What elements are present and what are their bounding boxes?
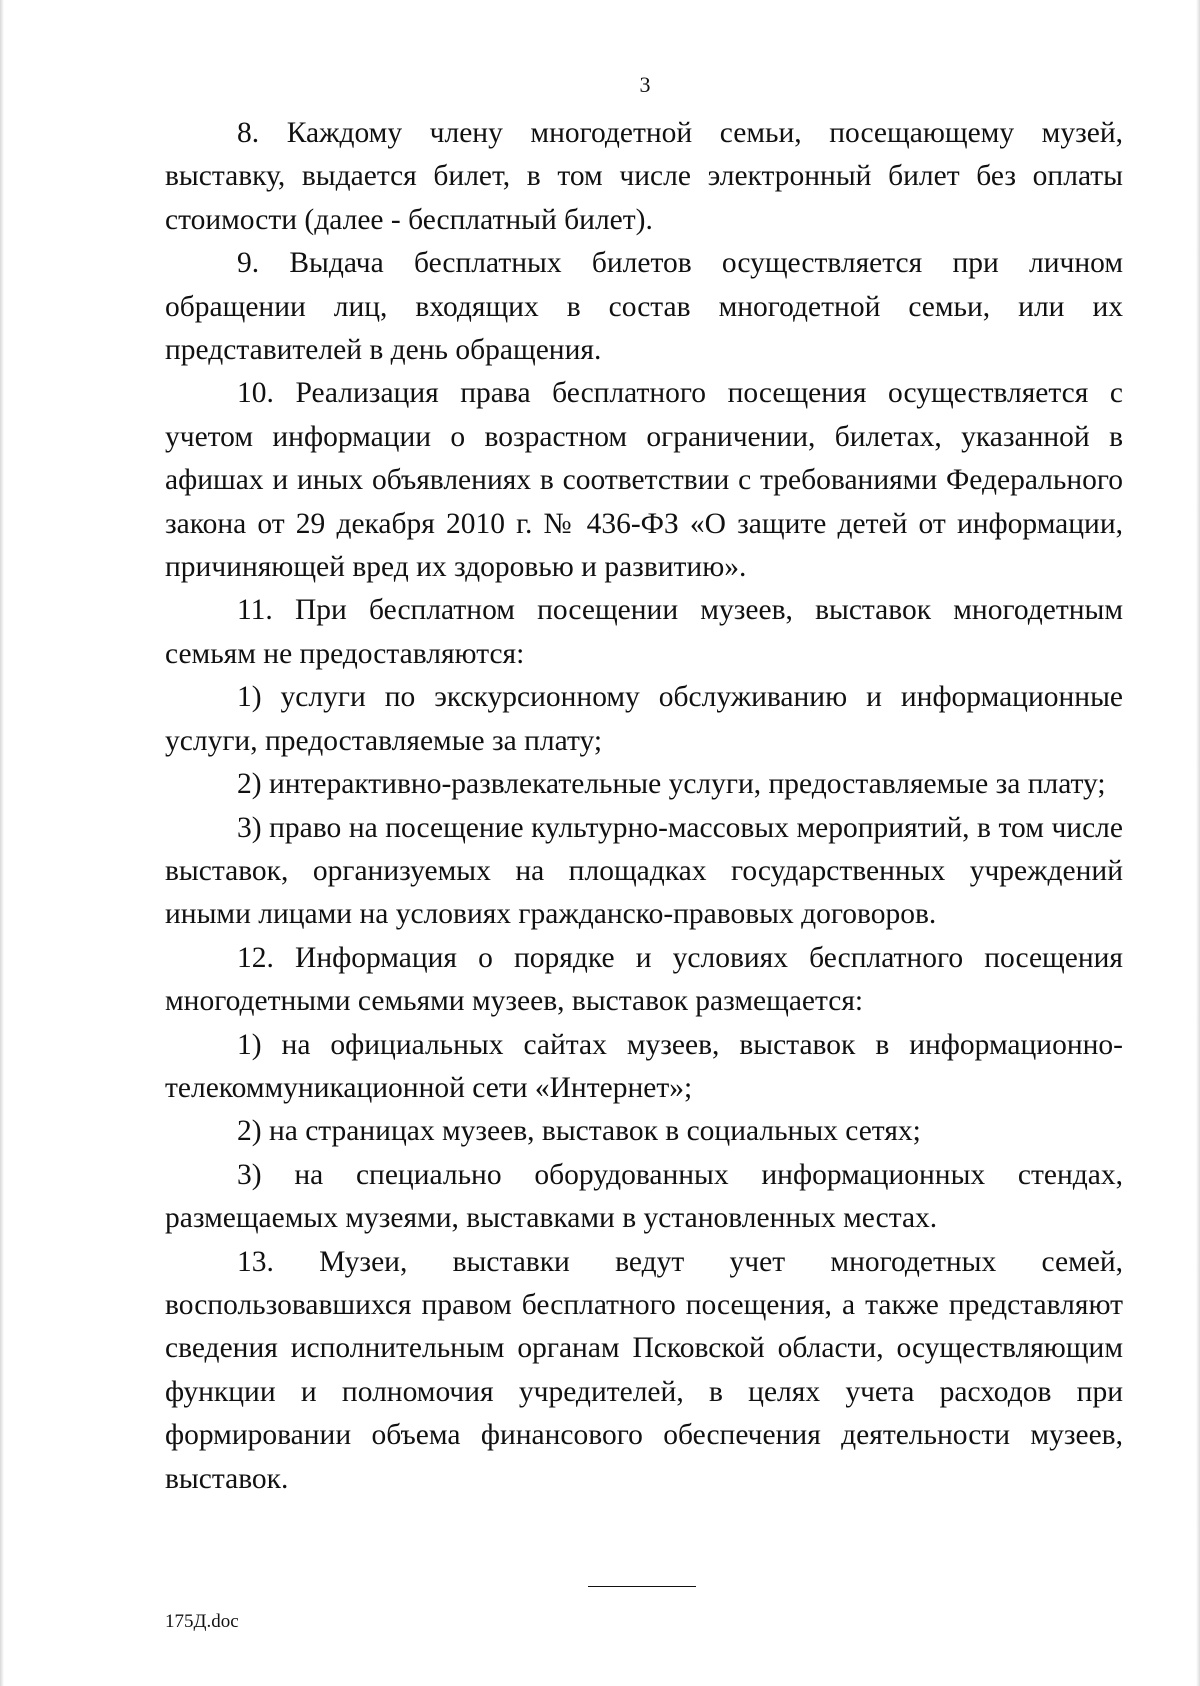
end-of-text-rule <box>588 1586 696 1587</box>
paragraph-12: 12. Информация о порядке и условиях бесплатного посещения многодетными семьями музеев, выставок размещается: <box>165 941 1123 1018</box>
paragraph-11: 11. При бесплатном посещении музеев, выставок многодетным семьям не предоставляются: <box>165 594 1123 670</box>
paragraph-12-item-2: 2) на страницах музеев, выставок в социальных сетях; <box>237 1115 921 1148</box>
paragraph-11-item-2: 2) интерактивно-развлекательные услуги, предоставляемые за плату; <box>237 768 1106 801</box>
paragraph-10: 10. Реализация права бесплатного посещения осуществляется с учетом информации о возрастном ограничении, билетах, указанной в афишах и иных объявлениях в соответствии с требованиями Федерального закона от 29 декабря 2010 г. № 436-ФЗ «О защите детей от информации, причиняющей вред их здоровью и развитию». <box>165 377 1123 584</box>
scan-edge-left <box>0 0 4 1686</box>
paragraph-9: 9. Выдача бесплатных билетов осуществляется при личном обращении лиц, входящих в состав многодетной семьи, или их представителей в день обращения. <box>165 247 1123 367</box>
paragraph-11-item-1: 1) услуги по экскурсионному обслуживанию и информационные услуги, предоставляемые за плату; <box>165 681 1123 757</box>
paragraph-8: 8. Каждому члену многодетной семьи, посещающему музей, выставку, выдается билет, в том числе электронный билет без оплаты стоимости (далее - бесплатный билет). <box>165 117 1123 236</box>
page-number: 3 <box>639 72 651 97</box>
scan-edge-right <box>1196 0 1200 1686</box>
paragraph-13: 13. Музеи, выставки ведут учет многодетных семей, воспользовавшихся правом бесплатного посещения, а также представляют сведения исполнительным органам Псковской области, осуществляющим функции и полномочия учредителей, в целях учета расходов при формировании объема финансового обеспечения деятельности музеев, выставок. <box>165 1245 1123 1495</box>
paragraph-12-item-1: 1) на официальных сайтах музеев, выставок в информационно-телекоммуникационной сети «Интернет»; <box>165 1028 1123 1104</box>
paragraph-12-item-3: 3) на специально оборудованных информационных стендах, размещаемых музеями, выставками в установленных местах. <box>165 1158 1123 1235</box>
document-body <box>165 112 1123 1501</box>
paragraph-11-item-3: 3) право на посещение культурно-массовых мероприятий, в том числе выставок, организуемых на площадках государственных учреждений иными лицами на условиях гражданско-правовых договоров. <box>165 811 1123 931</box>
footer-filename: 175Д.doc <box>165 1611 239 1632</box>
